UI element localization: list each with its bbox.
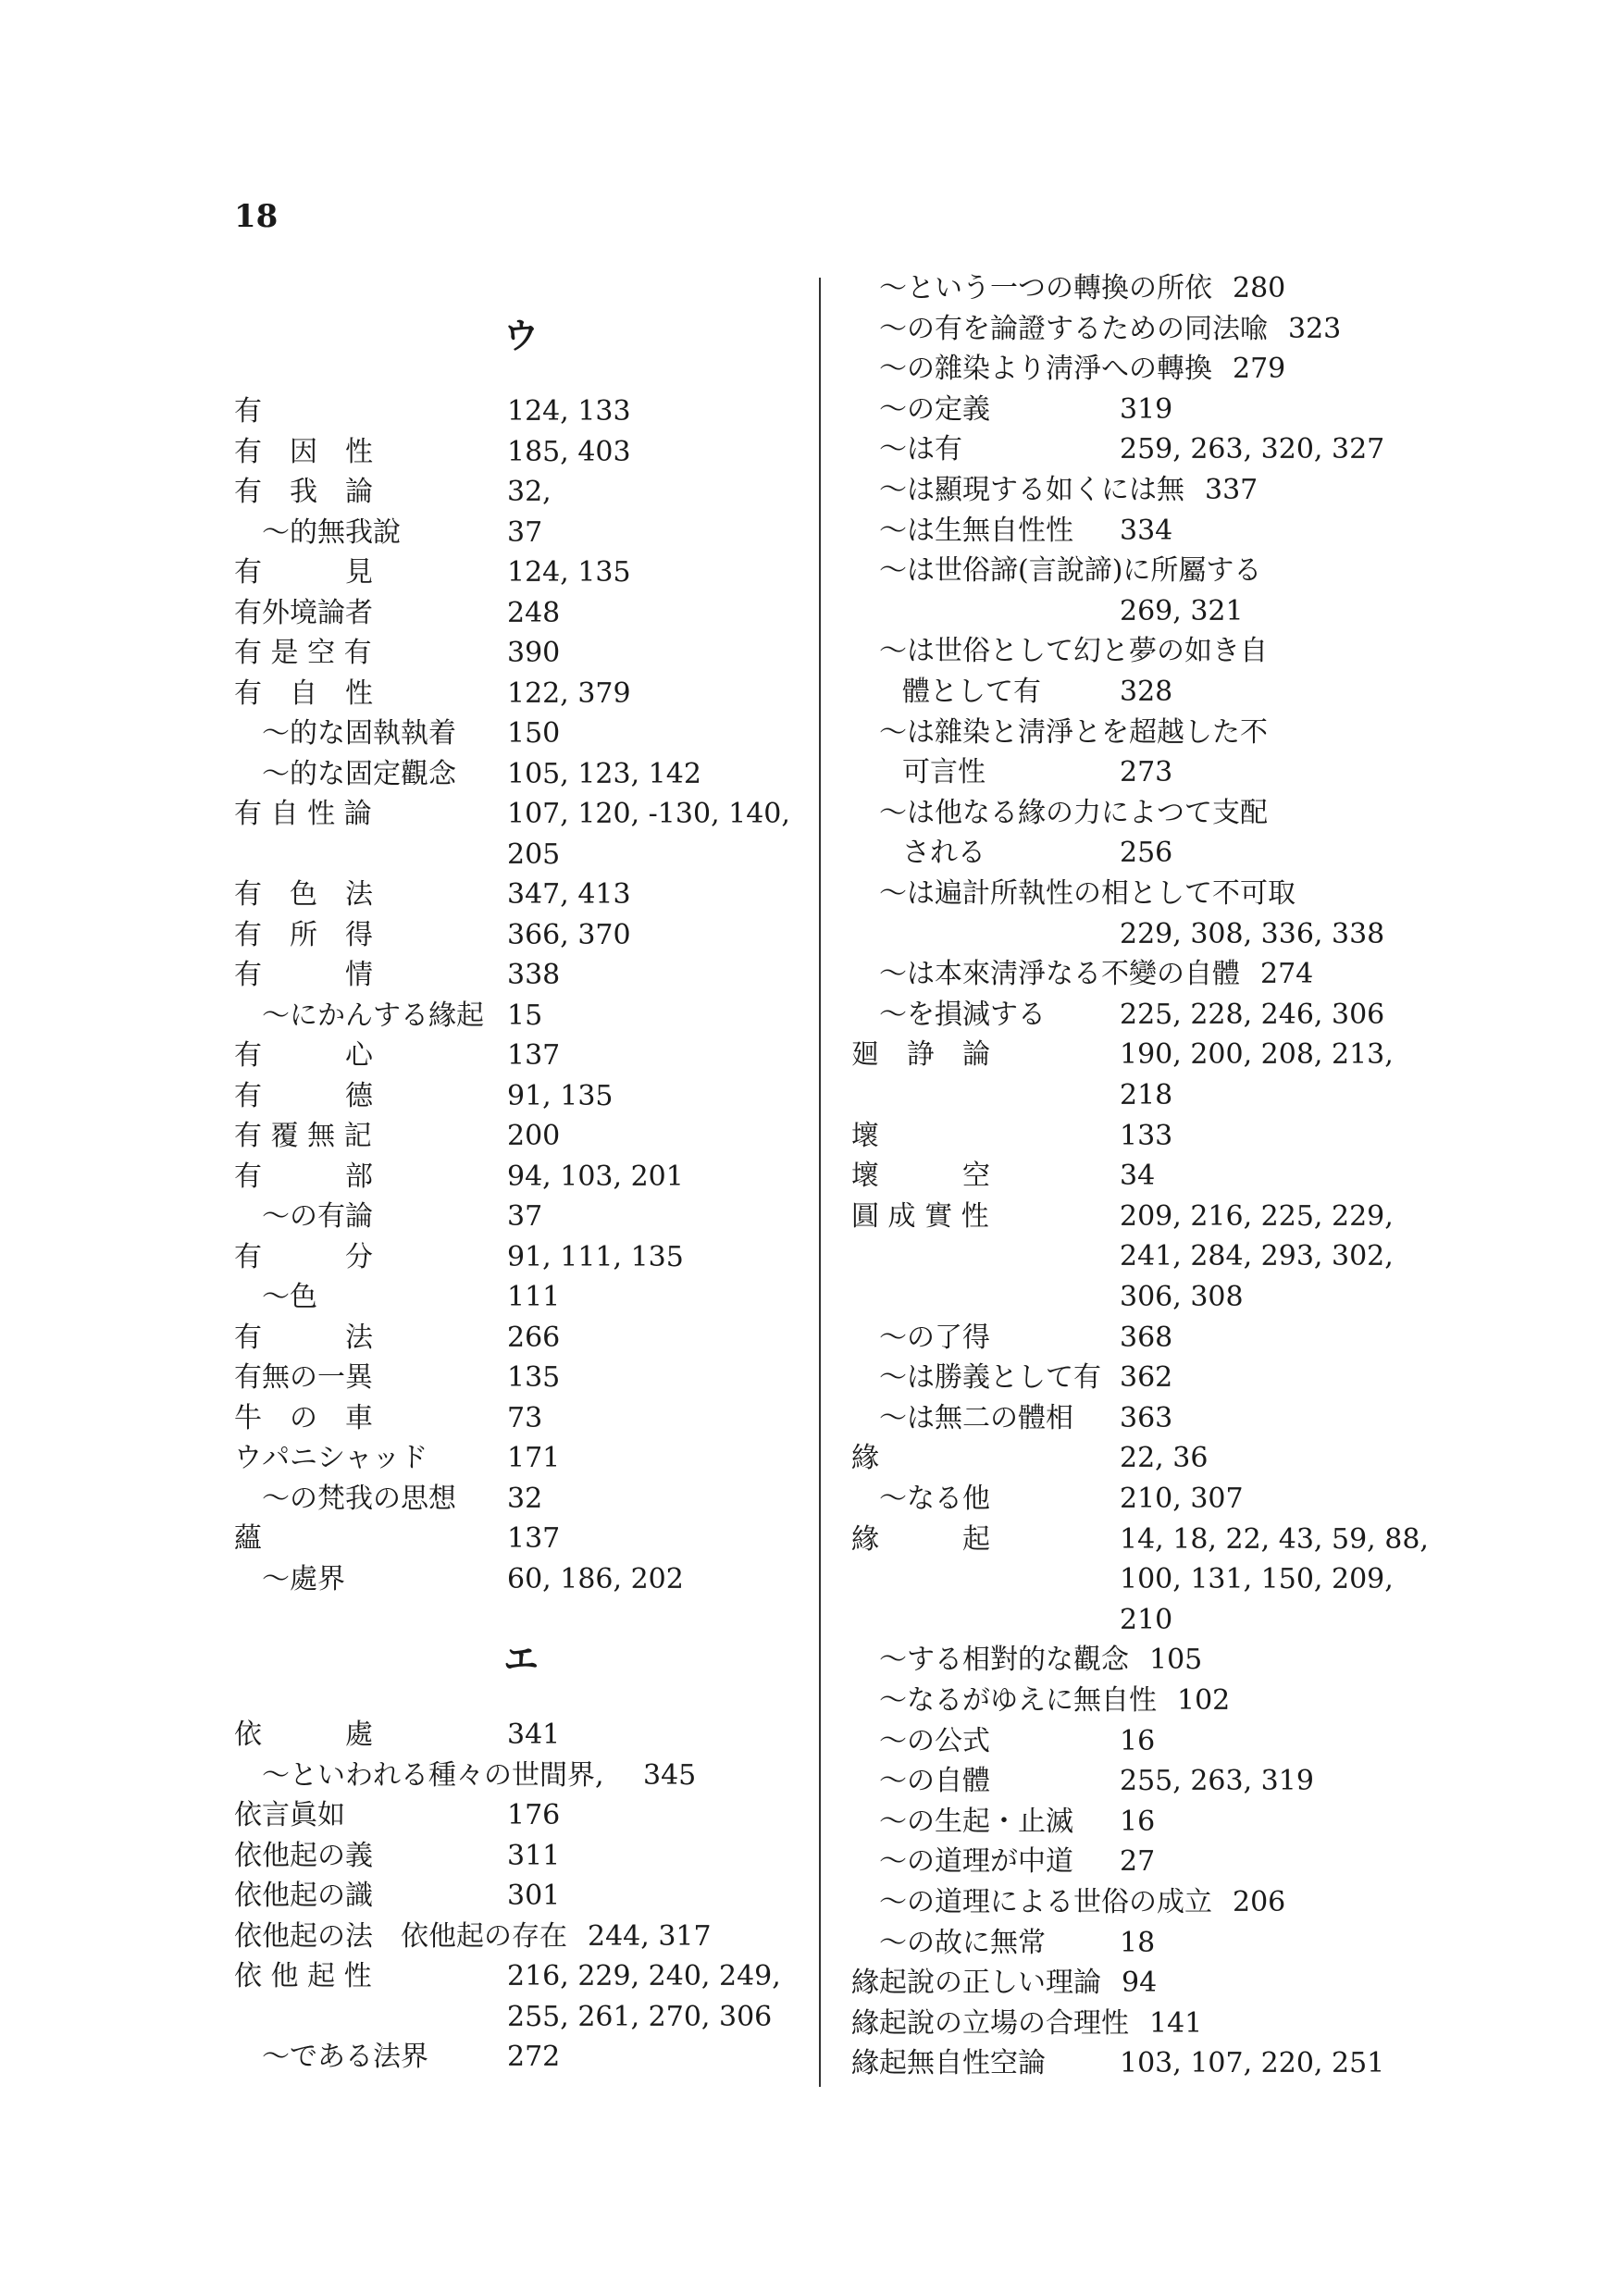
index-term: 〜の定義 bbox=[879, 392, 990, 426]
index-pages: 111 bbox=[507, 1281, 561, 1313]
index-entry bbox=[234, 676, 808, 713]
index-pages: 274 bbox=[1260, 958, 1314, 991]
index-term: 〜は雜染と淸淨とを超越した不 bbox=[879, 715, 1268, 749]
index-pages: 105 bbox=[1149, 1644, 1203, 1677]
index-entry bbox=[234, 1279, 808, 1316]
index-term: 有 我 論 bbox=[234, 476, 373, 508]
index-entry bbox=[234, 998, 808, 1035]
index-pages: 266 bbox=[507, 1321, 561, 1354]
index-term: 〜の有を論證するための同法喩 bbox=[879, 312, 1268, 345]
index-entry bbox=[851, 1440, 1407, 1477]
index-pages: 390 bbox=[507, 637, 561, 669]
index-entry bbox=[234, 1717, 808, 1754]
index-term: 有 色 法 bbox=[234, 878, 373, 911]
index-pages: 133 bbox=[1120, 1119, 1173, 1152]
index-term: 〜の了得 bbox=[879, 1321, 990, 1354]
index-entry bbox=[234, 1118, 808, 1155]
index-term: 〜的無我說 bbox=[262, 515, 401, 549]
index-pages: 255, 263, 319 bbox=[1120, 1765, 1314, 1798]
index-pages: 37 bbox=[507, 1200, 543, 1233]
index-pages: 272 bbox=[507, 2041, 561, 2073]
index-term: 有 情 bbox=[234, 959, 373, 991]
index-pages: 32 bbox=[507, 1482, 543, 1515]
index-pages: 273 bbox=[1120, 756, 1173, 789]
index-term: 有 德 bbox=[234, 1079, 373, 1112]
index-entry bbox=[851, 714, 1407, 751]
index-term: 〜的な固定觀念 bbox=[262, 757, 456, 790]
index-term: 〜は勝義として有 bbox=[879, 1361, 1101, 1395]
index-term: 有 部 bbox=[234, 1160, 373, 1193]
index-term: 有無の一異 bbox=[234, 1361, 373, 1394]
index-pages: 124, 133 bbox=[507, 395, 631, 428]
index-term: 有 自 性 論 bbox=[234, 798, 372, 830]
index-entry bbox=[234, 393, 808, 430]
index-entry bbox=[234, 1481, 808, 1518]
index-entry bbox=[851, 875, 1407, 912]
index-pages: 200 bbox=[507, 1120, 561, 1152]
index-pages: 122, 379 bbox=[507, 676, 631, 710]
index-pages: 255, 261, 270, 306 bbox=[507, 2000, 773, 2033]
index-term: 〜は遍計所執性の相として不可取 bbox=[879, 877, 1295, 910]
index-term: 〜は生無自性性 bbox=[879, 514, 1073, 547]
index-pages: 141 bbox=[1149, 2006, 1203, 2040]
index-entry bbox=[234, 837, 808, 874]
index-entry bbox=[851, 1884, 1407, 1921]
index-term: 牛 の 車 bbox=[234, 1401, 373, 1434]
index-pages: 366, 370 bbox=[507, 918, 631, 951]
index-entry bbox=[851, 956, 1407, 993]
index-entry bbox=[234, 434, 808, 471]
index-entry bbox=[851, 270, 1407, 307]
index-term: 〜は他なる緣の力によつて支配 bbox=[879, 796, 1268, 829]
index-term: ウパニシャッド bbox=[234, 1442, 428, 1474]
index-pages: 306, 308 bbox=[1120, 1281, 1244, 1313]
index-term: 〜なるがゆえに無自性 bbox=[879, 1684, 1157, 1717]
index-term: 〜にかんする緣起 bbox=[262, 999, 484, 1032]
index-pages: 16 bbox=[1120, 1805, 1156, 1838]
index-pages: 37 bbox=[507, 515, 543, 549]
index-entry bbox=[851, 1279, 1407, 1316]
index-pages: 337 bbox=[1205, 474, 1258, 506]
index-term: 〜を損減する bbox=[879, 998, 1046, 1031]
index-term: 有 心 bbox=[234, 1039, 373, 1072]
index-entry bbox=[851, 1965, 1407, 2002]
index-pages: 205 bbox=[507, 838, 561, 871]
index-term: 有 bbox=[234, 395, 262, 428]
index-term: 〜は世俗として幻と夢の如き自 bbox=[879, 635, 1268, 668]
index-pages: 368 bbox=[1120, 1321, 1173, 1354]
index-term: 體として有 bbox=[902, 676, 1041, 708]
index-entry bbox=[234, 1999, 808, 2036]
index-term: 〜の梵我の思想 bbox=[262, 1482, 456, 1515]
index-pages: 241, 284, 293, 302, bbox=[1120, 1240, 1394, 1273]
index-term: 依言眞如 bbox=[234, 1799, 345, 1831]
index-entry bbox=[851, 1682, 1407, 1719]
index-term: 依他起の識 bbox=[234, 1880, 373, 1912]
index-term: 緣起無自性空論 bbox=[851, 2047, 1046, 2080]
index-entry bbox=[234, 635, 808, 672]
index-pages: 363 bbox=[1120, 1401, 1173, 1434]
index-pages: 209, 216, 225, 229, bbox=[1120, 1199, 1394, 1233]
index-pages: 27 bbox=[1120, 1845, 1156, 1879]
index-term: 依他起の義 bbox=[234, 1839, 373, 1872]
index-pages: 269, 321 bbox=[1120, 594, 1244, 627]
index-term: 有 見 bbox=[234, 556, 373, 589]
index-pages: 137 bbox=[507, 1522, 561, 1555]
index-pages: 32, bbox=[507, 476, 552, 508]
index-entry bbox=[234, 796, 808, 833]
index-entry bbox=[851, 1158, 1407, 1195]
index-entry bbox=[851, 1521, 1429, 1558]
index-pages: 16 bbox=[1120, 1724, 1156, 1757]
index-entry bbox=[851, 391, 1407, 428]
index-pages: 100, 131, 150, 209, bbox=[1120, 1563, 1394, 1596]
index-term: 蘊 bbox=[234, 1522, 262, 1555]
index-term: 〜の生起・止滅 bbox=[879, 1805, 1073, 1838]
index-entry bbox=[234, 1078, 808, 1115]
section-heading: エ bbox=[502, 1638, 539, 1680]
index-term: 依 處 bbox=[234, 1719, 373, 1751]
index-entry bbox=[234, 1359, 808, 1396]
index-pages: 171 bbox=[507, 1442, 561, 1474]
index-entry bbox=[234, 2039, 808, 2076]
index-entry bbox=[851, 472, 1407, 509]
index-entry bbox=[234, 554, 808, 591]
index-pages: 22, 36 bbox=[1120, 1442, 1209, 1475]
index-pages: 347, 413 bbox=[507, 878, 631, 911]
index-pages: 94 bbox=[1122, 1967, 1158, 2000]
index-entry bbox=[234, 1520, 808, 1558]
index-term: 依 他 起 性 bbox=[234, 1960, 372, 1992]
index-term: 有外境論者 bbox=[234, 596, 373, 629]
index-pages: 248 bbox=[507, 596, 561, 629]
index-term: 〜という一つの轉換の所依 bbox=[879, 272, 1212, 304]
index-entry bbox=[851, 1723, 1407, 1760]
index-entry bbox=[851, 1198, 1407, 1235]
index-term: 廻 諍 論 bbox=[851, 1038, 990, 1072]
index-term: 圓 成 實 性 bbox=[851, 1199, 989, 1233]
index-entry bbox=[851, 674, 1407, 711]
index-entry bbox=[234, 1757, 808, 1794]
index-pages: 338 bbox=[507, 959, 561, 991]
index-entry bbox=[851, 795, 1407, 832]
index-pages: 15 bbox=[507, 999, 543, 1032]
index-entry bbox=[851, 1400, 1407, 1437]
index-entry bbox=[851, 1118, 1407, 1155]
index-term: 有 法 bbox=[234, 1321, 373, 1354]
index-term: 〜色 bbox=[262, 1281, 317, 1313]
index-entry bbox=[851, 1804, 1407, 1841]
index-pages: 14, 18, 22, 43, 59, 88, bbox=[1120, 1522, 1429, 1556]
index-pages: 176 bbox=[507, 1799, 561, 1831]
index-entry bbox=[851, 1602, 1407, 1639]
index-term: 有 因 性 bbox=[234, 435, 373, 468]
index-term: 有 覆 無 記 bbox=[234, 1120, 372, 1152]
index-term: 緣起說の立場の合理性 bbox=[851, 2006, 1129, 2040]
index-entry bbox=[234, 1958, 808, 1995]
index-entry bbox=[851, 835, 1407, 872]
index-entry bbox=[851, 2005, 1407, 2042]
index-entry bbox=[851, 997, 1407, 1034]
index-pages: 107, 120, -130, 140, bbox=[507, 798, 790, 830]
index-term: 有 分 bbox=[234, 1240, 373, 1273]
index-term: 緣 起 bbox=[851, 1522, 990, 1556]
index-pages: 210 bbox=[1120, 1603, 1173, 1636]
index-entry bbox=[851, 1238, 1407, 1275]
index-entry bbox=[851, 1925, 1407, 1962]
index-pages: 311 bbox=[507, 1839, 561, 1872]
index-pages: 216, 229, 240, 249, bbox=[507, 1960, 781, 1992]
index-pages: 280 bbox=[1233, 272, 1286, 304]
index-pages: 225, 228, 246, 306 bbox=[1120, 998, 1385, 1031]
index-entry bbox=[851, 1320, 1407, 1357]
index-entry bbox=[851, 513, 1407, 550]
index-entry bbox=[851, 431, 1407, 468]
index-entry bbox=[234, 917, 808, 954]
index-pages: 259, 263, 320, 327 bbox=[1120, 433, 1385, 466]
index-entry bbox=[234, 1918, 808, 1955]
index-pages: 341 bbox=[507, 1719, 561, 1751]
index-pages: 279 bbox=[1233, 353, 1286, 386]
index-term: 〜なる他 bbox=[879, 1483, 990, 1515]
index-pages: 190, 200, 208, 213, bbox=[1120, 1038, 1394, 1072]
index-term: 〜の有論 bbox=[262, 1200, 373, 1233]
index-entry bbox=[234, 957, 808, 994]
index-entry bbox=[851, 1077, 1407, 1114]
index-term: 〜處界 bbox=[262, 1562, 345, 1595]
index-pages: 244, 317 bbox=[588, 1919, 712, 1953]
index-entry bbox=[234, 595, 808, 632]
index-pages: 150 bbox=[507, 717, 561, 750]
index-pages: 60, 186, 202 bbox=[507, 1562, 684, 1595]
index-term: される bbox=[902, 837, 986, 870]
index-pages: 91, 135 bbox=[507, 1079, 614, 1112]
index-entry bbox=[234, 1037, 808, 1074]
index-term: 〜の自體 bbox=[879, 1765, 990, 1798]
index-pages: 323 bbox=[1288, 312, 1342, 345]
index-term: 緣起說の正しい理論 bbox=[851, 1967, 1101, 2000]
index-term: 〜する相對的な觀念 bbox=[879, 1644, 1129, 1677]
index-term: 〜の雜染より淸淨への轉換 bbox=[879, 353, 1212, 386]
index-pages: 210, 307 bbox=[1120, 1483, 1244, 1515]
index-entry bbox=[851, 311, 1407, 348]
index-entry bbox=[851, 1481, 1407, 1518]
index-entry bbox=[234, 1440, 808, 1477]
index-entry bbox=[234, 876, 808, 913]
index-entry bbox=[234, 1878, 808, 1915]
index-entry bbox=[234, 1838, 808, 1875]
index-term: 〜は有 bbox=[879, 433, 962, 466]
index-entry bbox=[234, 1561, 808, 1598]
index-term: 〜的な固執執着 bbox=[262, 717, 456, 750]
index-entry bbox=[234, 515, 808, 552]
page-number: 18 bbox=[234, 198, 279, 235]
index-pages: 91, 111, 135 bbox=[507, 1240, 684, 1273]
index-pages: 218 bbox=[1120, 1079, 1173, 1111]
index-entry bbox=[851, 2045, 1407, 2082]
index-term: 〜の公式 bbox=[879, 1724, 990, 1757]
index-entry bbox=[851, 1642, 1407, 1679]
index-term: 〜である法界 bbox=[262, 2041, 428, 2073]
index-entry bbox=[234, 715, 808, 752]
index-term: 有 是 空 有 bbox=[234, 637, 372, 669]
index-pages: 102 bbox=[1177, 1684, 1231, 1717]
index-pages: 328 bbox=[1120, 676, 1173, 708]
index-pages: 73 bbox=[507, 1401, 543, 1434]
index-pages: 135 bbox=[507, 1361, 561, 1394]
index-pages: 319 bbox=[1120, 392, 1173, 426]
index-entry bbox=[234, 1198, 808, 1235]
index-pages: 256 bbox=[1120, 837, 1173, 870]
index-pages: 34 bbox=[1120, 1160, 1156, 1193]
index-pages: 334 bbox=[1120, 514, 1173, 547]
index-pages: 124, 135 bbox=[507, 556, 631, 589]
index-entry bbox=[234, 1400, 808, 1437]
index-entry bbox=[851, 351, 1407, 388]
section-heading: ウ bbox=[502, 315, 539, 356]
index-entry bbox=[851, 1036, 1407, 1074]
index-entry bbox=[234, 1320, 808, 1357]
index-term: 〜といわれる種々の世間界, bbox=[262, 1758, 604, 1792]
index-term: 可言性 bbox=[902, 756, 986, 789]
index-term: 壞 空 bbox=[851, 1160, 990, 1193]
index-term: 有 自 性 bbox=[234, 676, 373, 710]
index-entry bbox=[234, 756, 808, 793]
index-pages: 185, 403 bbox=[507, 435, 631, 468]
index-pages: 362 bbox=[1120, 1361, 1173, 1395]
index-entry bbox=[851, 593, 1407, 630]
index-term: 壞 bbox=[851, 1119, 879, 1152]
index-entry bbox=[234, 1239, 808, 1276]
index-term: 依他起の法 依他起の存在 bbox=[234, 1919, 567, 1953]
index-entry bbox=[851, 633, 1407, 670]
index-entry bbox=[851, 1359, 1407, 1396]
index-entry bbox=[851, 1843, 1407, 1880]
index-pages: 345 bbox=[643, 1758, 697, 1792]
index-term: 〜の道理による世俗の成立 bbox=[879, 1886, 1212, 1918]
index-term: 〜の故に無常 bbox=[879, 1926, 1046, 1959]
index-pages: 103, 107, 220, 251 bbox=[1120, 2047, 1385, 2080]
column-divider bbox=[819, 278, 821, 2087]
index-term: 〜は無二の體相 bbox=[879, 1401, 1073, 1434]
index-entry bbox=[234, 1159, 808, 1196]
index-term: 有 所 得 bbox=[234, 918, 373, 951]
index-entry bbox=[851, 1763, 1407, 1800]
index-term: 〜は顯現する如くには無 bbox=[879, 474, 1184, 506]
index-term: 〜は世俗諦(言說諦)に所屬する bbox=[879, 554, 1262, 588]
index-pages: 301 bbox=[507, 1880, 561, 1912]
index-entry bbox=[851, 754, 1407, 791]
index-pages: 18 bbox=[1120, 1926, 1156, 1959]
index-term: 緣 bbox=[851, 1442, 879, 1475]
index-entry bbox=[851, 916, 1407, 953]
index-term: 〜は本來淸淨なる不變の自體 bbox=[879, 958, 1240, 991]
index-pages: 105, 123, 142 bbox=[507, 757, 701, 790]
index-term: 〜の道理が中道 bbox=[879, 1845, 1073, 1879]
index-pages: 206 bbox=[1233, 1886, 1286, 1918]
index-pages: 94, 103, 201 bbox=[507, 1160, 684, 1193]
index-entry bbox=[234, 474, 808, 511]
index-entry bbox=[851, 1561, 1407, 1598]
index-entry bbox=[851, 552, 1407, 590]
index-pages: 229, 308, 336, 338 bbox=[1120, 917, 1385, 950]
index-pages: 137 bbox=[507, 1039, 561, 1072]
index-entry bbox=[234, 1797, 808, 1834]
